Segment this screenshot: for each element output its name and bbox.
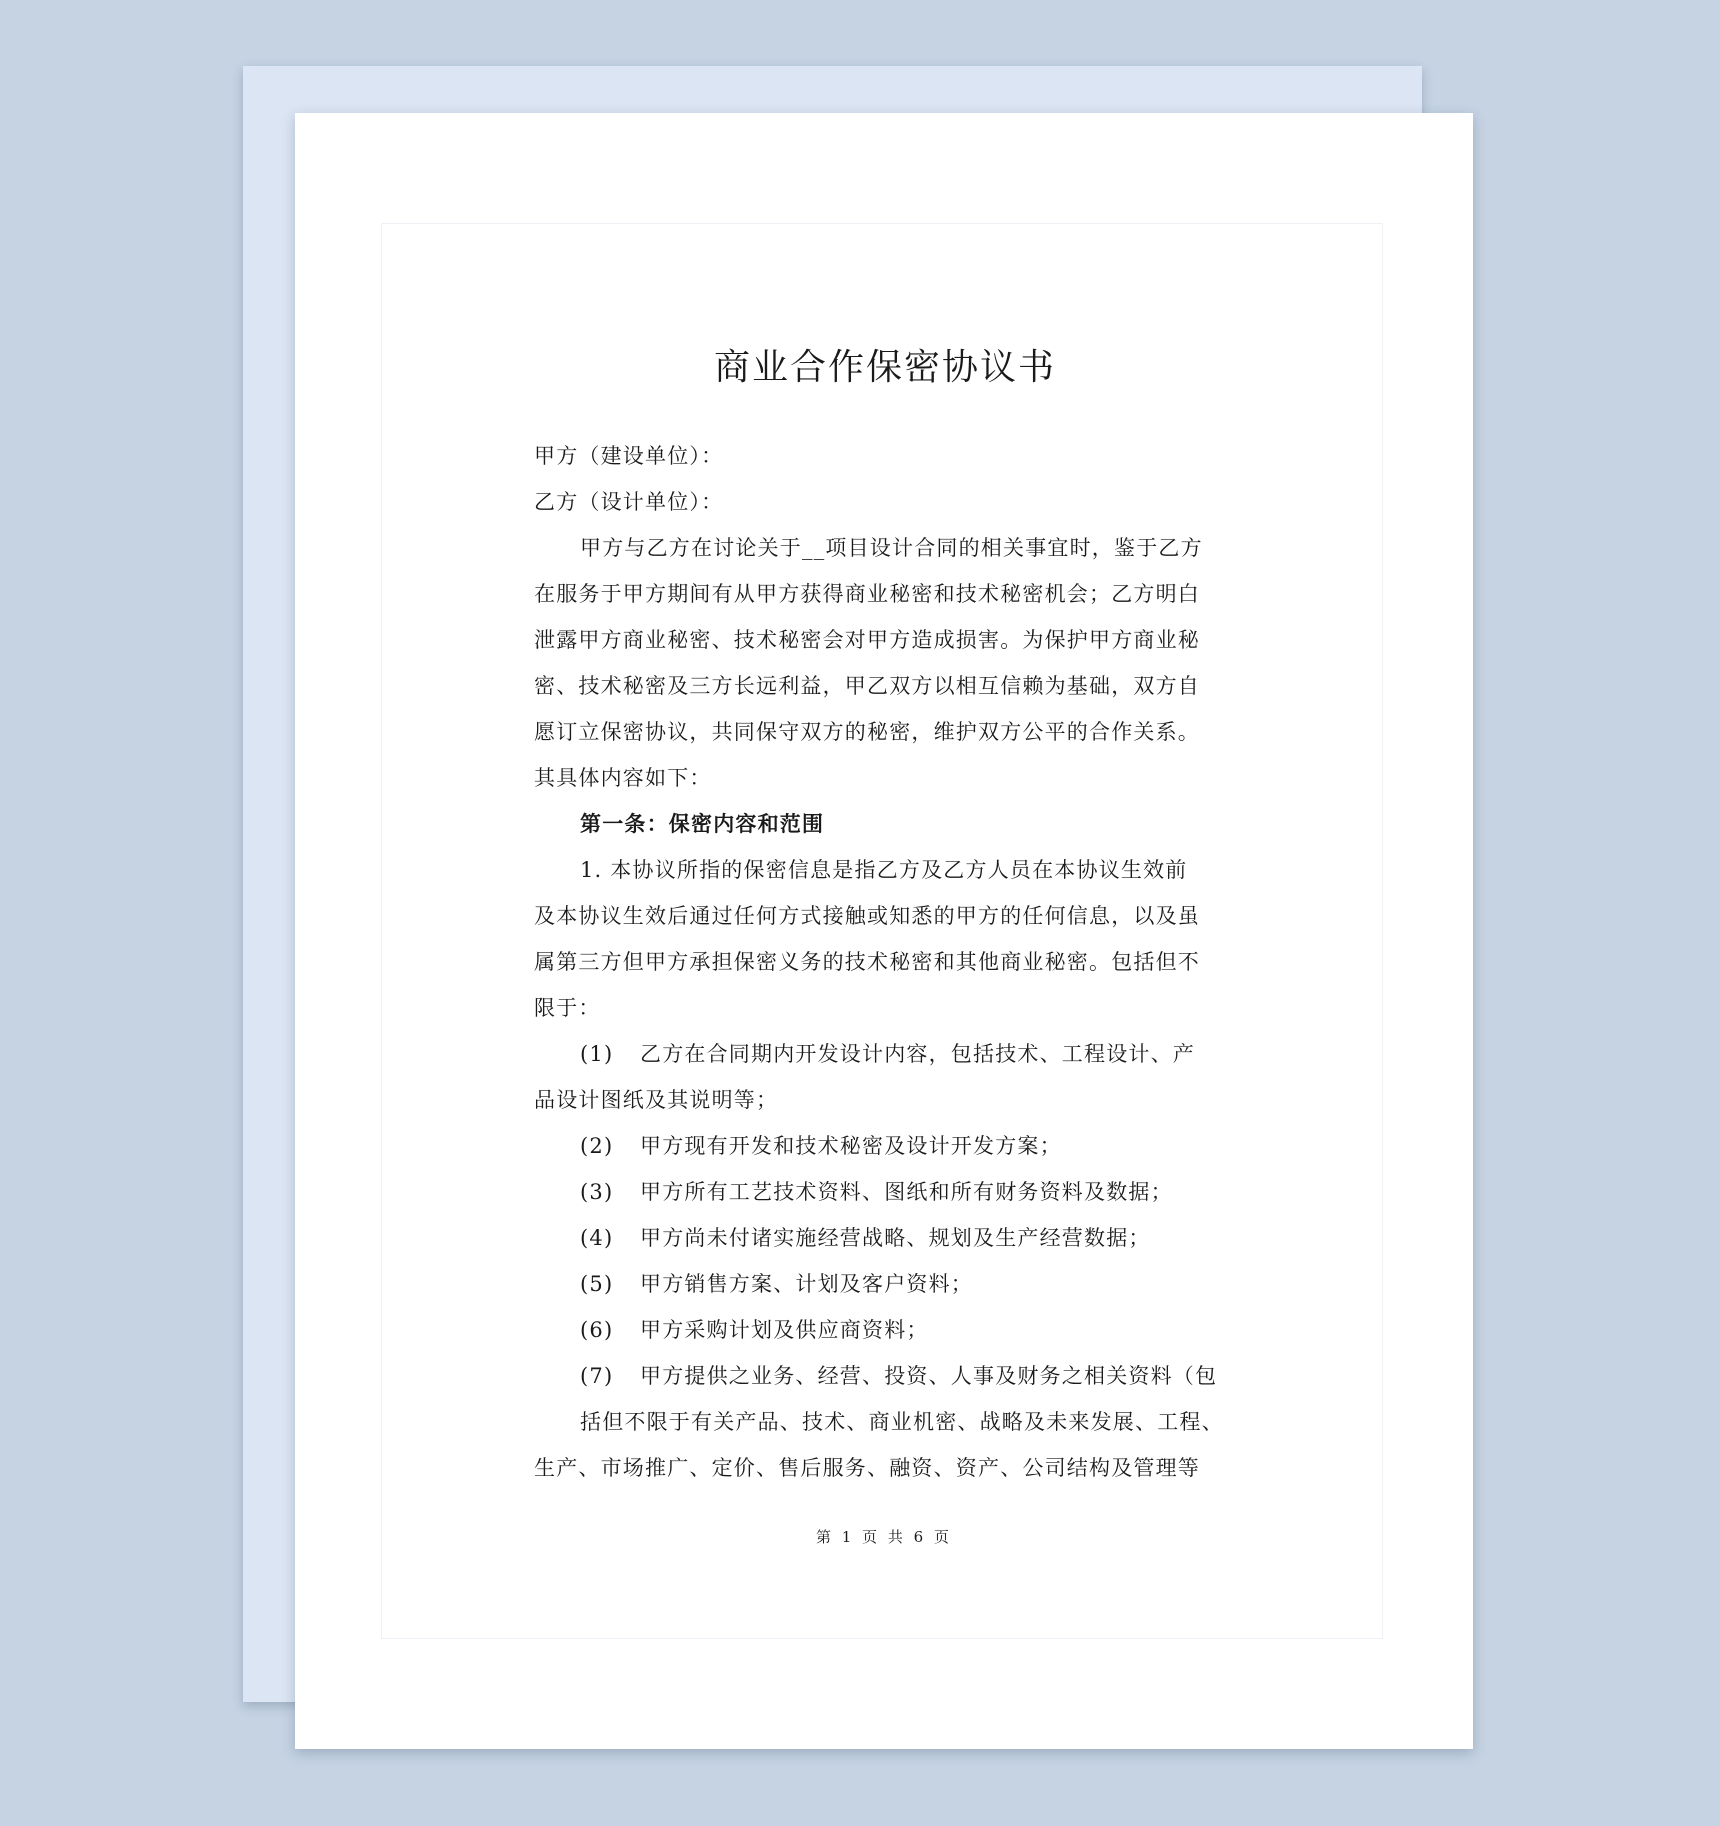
document-body xyxy=(534,343,1236,1491)
list-item xyxy=(534,1353,1236,1399)
tail-line: 生产、市场推广、定价、售后服务、融资、资产、公司结构及管理等 xyxy=(534,1456,1200,1480)
list-item-number: (4) xyxy=(580,1226,614,1250)
list-item-number: (1) xyxy=(580,1042,614,1066)
list-item-number: (3) xyxy=(580,1180,614,1204)
document-page xyxy=(295,113,1473,1749)
clause-1-line: 及本协议生效后通过任何方式接触或知悉的甲方的任何信息，以及虽 xyxy=(534,904,1200,928)
document-title: 商业合作保密协议书 xyxy=(713,347,1056,388)
list-item-continuation: 品设计图纸及其说明等； xyxy=(534,1088,779,1112)
intro-line: 在服务于甲方期间有从甲方获得商业秘密和技术秘密机会；乙方明白 xyxy=(534,582,1200,606)
list-item xyxy=(534,1307,1236,1353)
list-item xyxy=(534,1261,1236,1307)
intro-line: 密、技术秘密及三方长远利益，甲乙双方以相互信赖为基础，双方自 xyxy=(534,674,1200,698)
clause-1-line: 1. 本协议所指的保密信息是指乙方及乙方人员在本协议生效前 xyxy=(580,858,1188,882)
article-1-heading: 第一条：保密内容和范围 xyxy=(580,811,825,836)
list-item xyxy=(534,1215,1236,1261)
list-item xyxy=(534,1169,1236,1215)
intro-line: 甲方与乙方在讨论关于__项目设计合同的相关事宜时，鉴于乙方 xyxy=(580,536,1203,560)
list-item xyxy=(534,1031,1236,1077)
list-item xyxy=(534,1123,1236,1169)
intro-line: 泄露甲方商业秘密、技术秘密会对甲方造成损害。为保护甲方商业秘 xyxy=(534,628,1200,652)
intro-line: 其具体内容如下： xyxy=(534,766,712,790)
party-b-line: 乙方（设计单位）： xyxy=(534,490,724,514)
clause-1-line: 属第三方但甲方承担保密义务的技术秘密和其他商业秘密。包括但不 xyxy=(534,950,1200,974)
list-item-number: (5) xyxy=(580,1272,614,1296)
list-item-number: (2) xyxy=(580,1134,614,1158)
page-number-footer: 第 1 页 共 6 页 xyxy=(816,1528,952,1546)
list-item-text: 甲方提供之业务、经营、投资、人事及财务之相关资料（包 xyxy=(640,1364,1218,1388)
list-item-number: (7) xyxy=(580,1364,614,1388)
list-item-text: 甲方采购计划及供应商资料； xyxy=(640,1318,929,1342)
list-item-text: 甲方销售方案、计划及客户资料； xyxy=(640,1272,973,1296)
list-item-text: 乙方在合同期内开发设计内容，包括技术、工程设计、产 xyxy=(640,1042,1195,1066)
clause-1-line: 限于： xyxy=(534,996,601,1020)
tail-line: 括但不限于有关产品、技术、商业机密、战略及未来发展、工程、 xyxy=(580,1410,1224,1434)
list-item-text: 甲方现有开发和技术秘密及设计开发方案； xyxy=(640,1134,1062,1158)
party-a-line: 甲方（建设单位）： xyxy=(534,444,724,468)
list-item-text: 甲方所有工艺技术资料、图纸和所有财务资料及数据； xyxy=(640,1180,1173,1204)
intro-line: 愿订立保密协议，共同保守双方的秘密，维护双方公平的合作关系。 xyxy=(534,720,1200,744)
list-item-number: (6) xyxy=(580,1318,614,1342)
list-item-text: 甲方尚未付诸实施经营战略、规划及生产经营数据； xyxy=(640,1226,1151,1250)
